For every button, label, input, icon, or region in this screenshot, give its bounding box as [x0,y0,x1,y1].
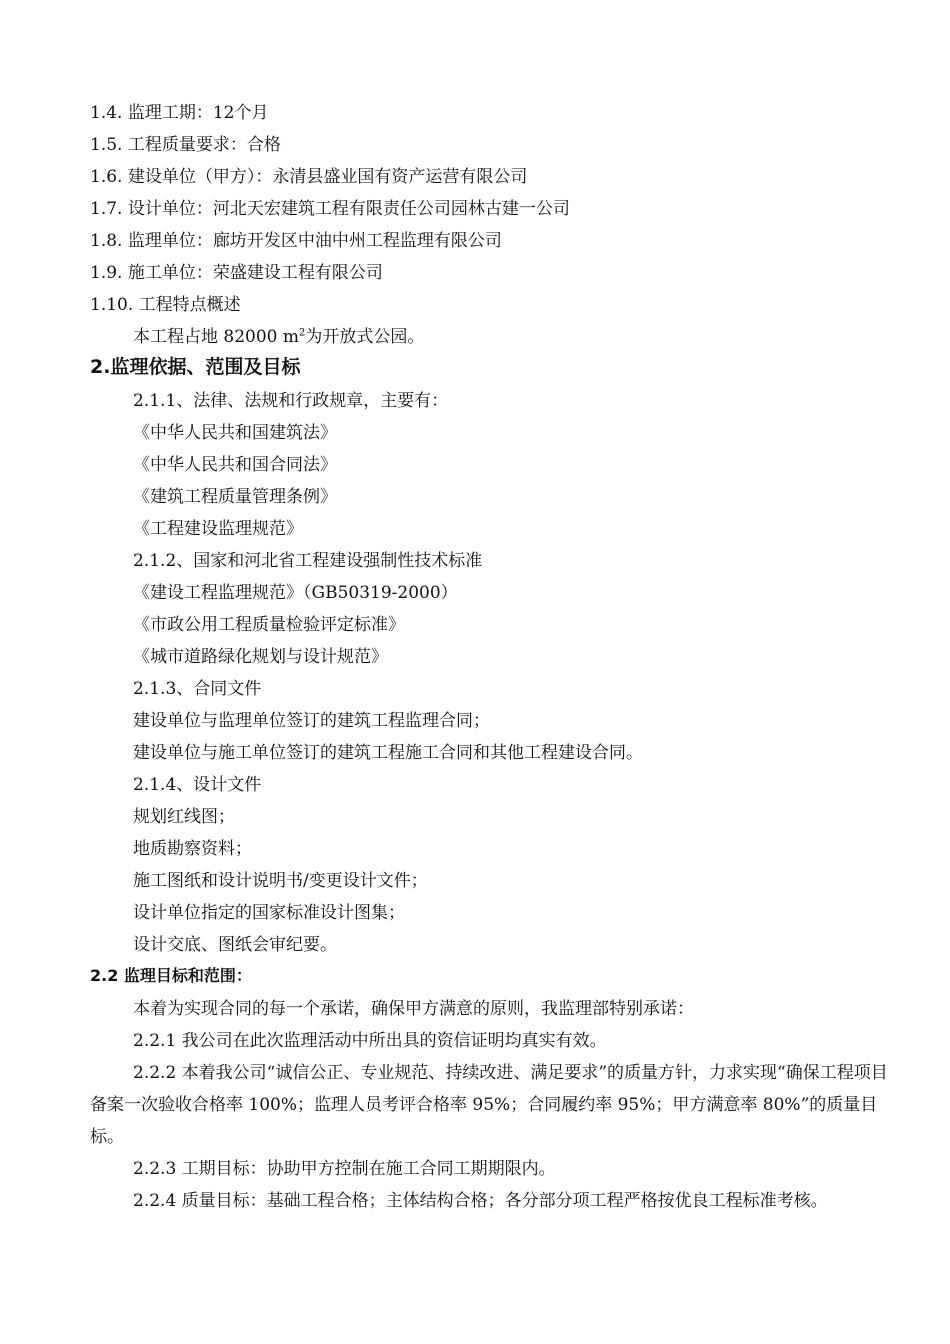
section-2-2-intro: 本着为实现合同的每一个承诺，确保甲方满意的原则，我监理部特别承诺： [133,999,694,1019]
item-1-10: 1.10. 工程特点概述 [90,295,241,315]
overview-sup: 2 [299,327,306,339]
design-doc-item: 设计交底、图纸会审纪要。 [133,935,337,955]
item-1-9: 1.9. 施工单位：荣盛建设工程有限公司 [90,263,383,283]
standard-item: 《建设工程监理规范》（GB50319-2000） [133,583,458,603]
section-2-1-2: 2.1.2、国家和河北省工程建设强制性技术标准 [133,551,483,571]
section-2-2-4: 2.2.4 质量目标：基础工程合格；主体结构合格；各分部分项工程严格按优良工程标准考核。 [133,1191,828,1211]
section-2-title: 2.监理依据、范围及目标 [90,356,301,378]
item-1-5: 1.5. 工程质量要求：合格 [90,135,281,155]
item-1-8: 1.8. 监理单位：廊坊开发区中油中州工程监理有限公司 [90,231,502,251]
section-2-1-3: 2.1.3、合同文件 [133,679,262,699]
design-doc-item: 地质勘察资料； [133,839,252,859]
design-doc-item: 规划红线图； [133,807,235,827]
law-item: 《建筑工程质量管理条例》 [133,487,337,507]
law-item: 《工程建设监理规范》 [133,519,303,539]
overview-text-a: 本工程占地 82000 m [133,327,300,347]
law-item: 《中华人民共和国建筑法》 [133,423,337,443]
section-2-1-4: 2.1.4、设计文件 [133,775,262,795]
law-item: 《中华人民共和国合同法》 [133,455,337,475]
section-2-2-3: 2.2.3 工期目标：协助甲方控制在施工合同工期期限内。 [133,1159,556,1179]
section-2-1-1: 2.1.1、法律、法规和行政规章，主要有： [133,391,449,411]
design-doc-item: 施工图纸和设计说明书/变更设计文件； [133,871,428,891]
standard-item: 《城市道路绿化规划与设计规范》 [133,647,388,667]
overview-text [133,326,890,348]
design-doc-item: 设计单位指定的国家标准设计图集； [133,903,405,923]
section-2-2-2: 2.2.2 本着我公司“诚信公正、专业规范、持续改进、满足要求”的质量方针，力求实现“确保工程项目备案一次验收合格率 100%；监理人员考评合格率 95%；合同履约率 95%；甲方满意率 80%”的质量目标。 [90,1063,888,1147]
item-1-6: 1.6. 建设单位（甲方）：永清县盛业国有资产运营有限公司 [90,167,528,187]
contract-item: 建设单位与监理单位签订的建筑工程监理合同； [133,711,490,731]
section-2-2-1: 2.2.1 我公司在此次监理活动中所出具的资信证明均真实有效。 [133,1031,607,1051]
section-2-2-title: 2.2 监理目标和范围： [90,966,252,985]
standard-item: 《市政公用工程质量检验评定标准》 [133,615,405,635]
contract-item: 建设单位与施工单位签订的建筑工程施工合同和其他工程建设合同。 [133,743,643,763]
overview-text-b: 为开放式公园。 [305,327,425,347]
item-1-4: 1.4. 监理工期：12个月 [90,103,269,123]
item-1-7: 1.7. 设计单位：河北天宏建筑工程有限责任公司园林古建一公司 [90,199,570,219]
